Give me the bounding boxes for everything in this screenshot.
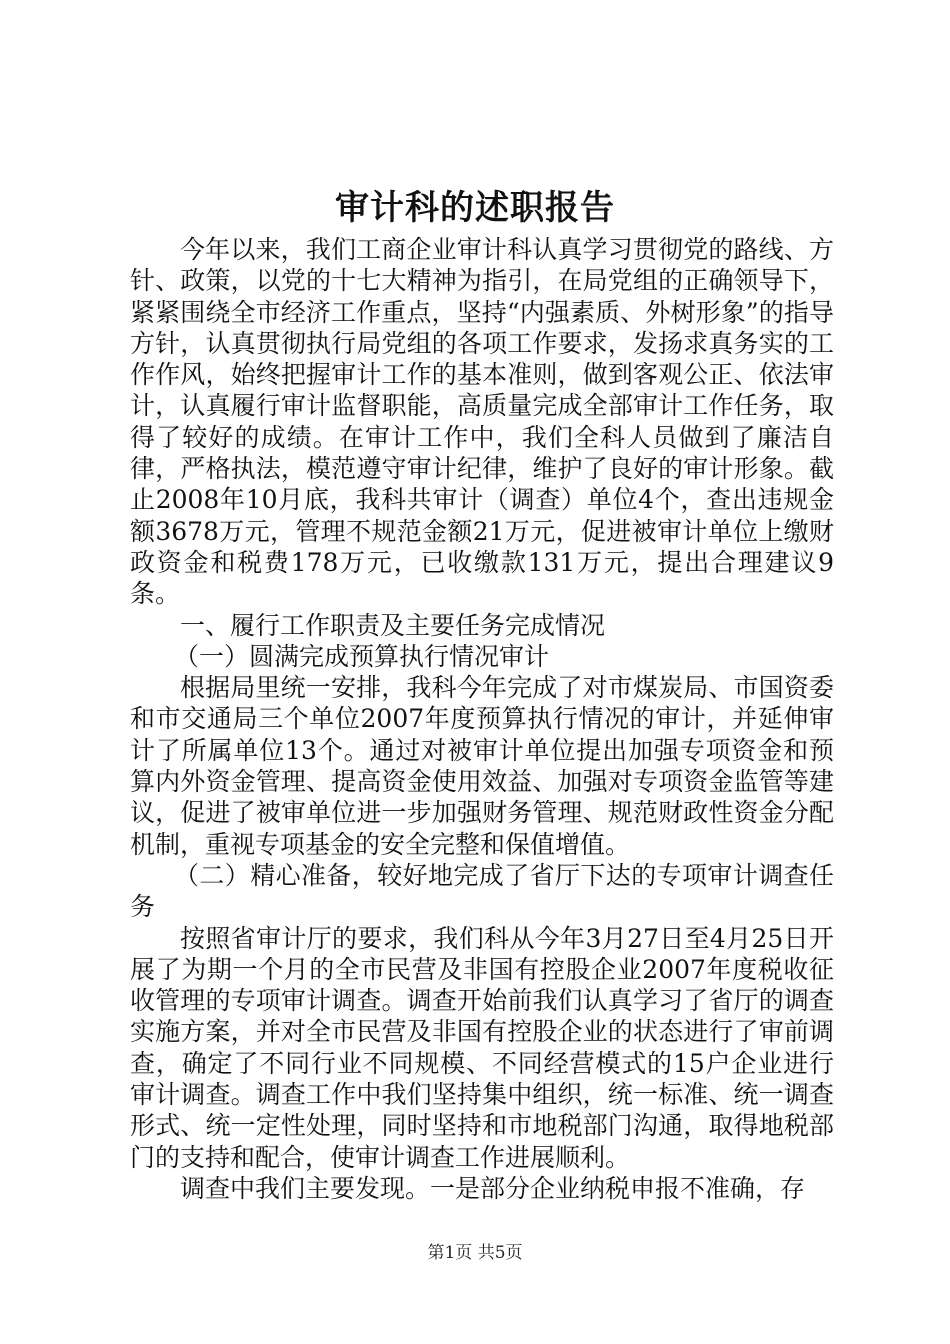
- budget-audit-paragraph: 根据局里统一安排，我科今年完成了对市煤炭局、市国资委和市交通局三个单位2007年度预算执行情况的审计，并延伸审计了所属单位13个。通过对被审计单位提出加强专项资金和预算内外资金管理、提高资金使用效益、加强对专项资金监管等建议，促进了被审单位进一步加强财务管理、规范财政性资金分配机制，重视专项基金的安全完整和保值增值。: [130, 673, 834, 859]
- document-title: 审计科的述职报告: [335, 188, 615, 228]
- page-number-footer: 第1页 共5页: [427, 1243, 523, 1263]
- intro-paragraph: 今年以来，我们工商企业审计科认真学习贯彻党的路线、方针、政策，以党的十七大精神为指引，在局党组的正确领导下，紧紧围绕全市经济工作重点，坚持“内强素质、外树形象”的指导方针，认真贯彻执行局党组的各项工作要求，发扬求真务实的工作作风，始终把握审计工作的基本准则，做到客观公正、依法审计，认真履行审计监督职能，高质量完成全部审计工作任务，取得了较好的成绩。在审计工作中，我们全科人员做到了廉洁自律，严格执法，模范遵守审计纪律，维护了良好的审计形象。截止2008年10月底，我科共审计（调查）单位4个，查出违规金额3678万元，管理不规范金额21万元，促进被审计单位上缴财政资金和税费178万元，已收缴款131万元，提出合理建议9条。: [130, 235, 834, 609]
- subsection-heading-2: （二）精心准备，较好地完成了省厅下达的专项审计调查任务: [130, 860, 834, 922]
- section-heading-1: 一、履行工作职责及主要任务完成情况: [180, 610, 606, 640]
- document-body: [130, 234, 834, 1204]
- subsection-heading-1: （一）圆满完成预算执行情况审计: [174, 641, 550, 671]
- findings-paragraph: 调查中我们主要发现。一是部分企业纳税申报不准确，存: [180, 1173, 806, 1203]
- special-audit-paragraph: 按照省审计厅的要求，我们科从今年3月27日至4月25日开展了为期一个月的全市民营及非国有控股企业2007年度税收征收管理的专项审计调查。调查开始前我们认真学习了省厅的调查实施方案，并对全市民营及非国有控股企业的状态进行了审前调查，确定了不同行业不同规模、不同经营模式的15户企业进行审计调查。调查工作中我们坚持集中组织，统一标准、统一调查形式、统一定性处理，同时坚持和市地税部门沟通，取得地税部门的支持和配合，使审计调查工作进展顺利。: [130, 923, 834, 1172]
